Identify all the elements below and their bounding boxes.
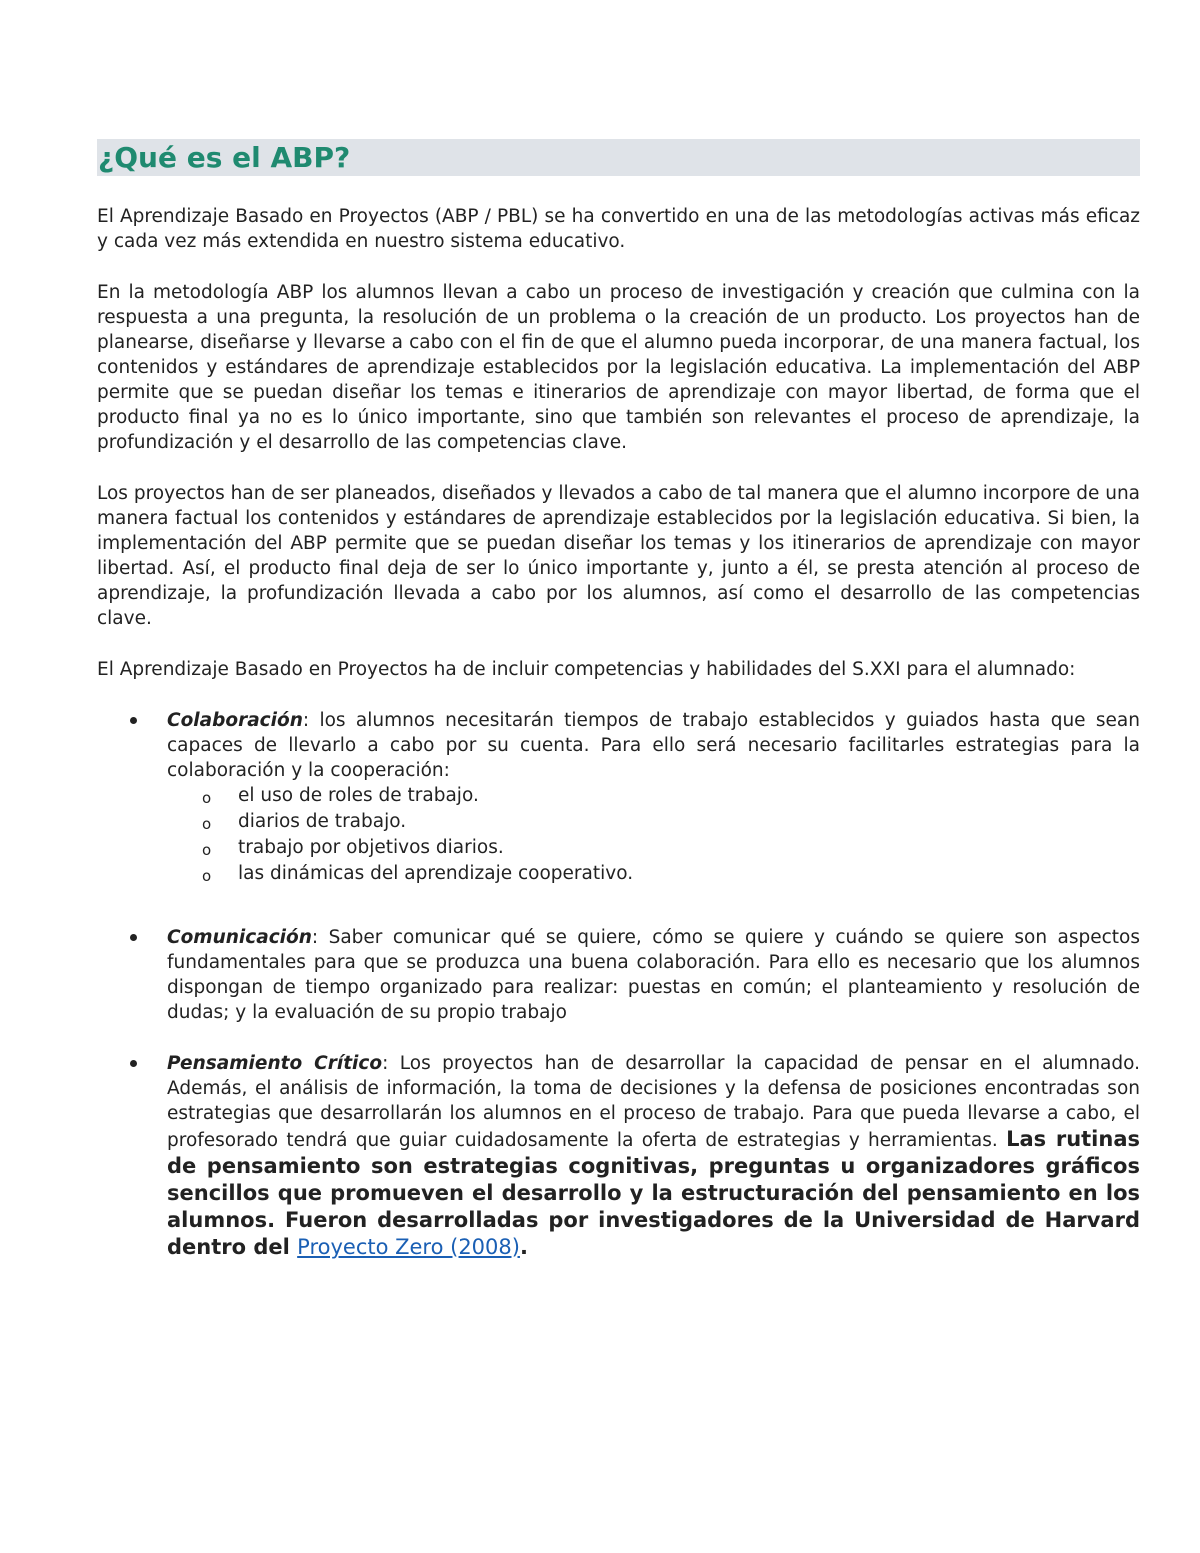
bullet-text (167, 708, 1140, 783)
proyecto-zero-link[interactable]: Proyecto Zero (2008) (297, 1235, 520, 1259)
sub-item (167, 835, 1140, 861)
bullet-description: Saber comunicar qué se quiere, cómo se quiere y cuándo se quiere son aspectos fundamentales para que se produzca una buena colaboración. Para ello es necesario que los alumnos dispongan de tiempo organizado para realizar: puestas en común; el planteamiento y resolución de dudas; y la evaluación de su propio trabajo (167, 927, 1140, 1023)
term-colaboracion: Colaboración (167, 710, 303, 731)
colaboracion-sublist (167, 783, 1140, 887)
list-item-comunicacion (97, 925, 1140, 1025)
term-separator: : (382, 1053, 400, 1074)
bullet-text (167, 925, 1140, 1025)
sub-item (167, 783, 1140, 809)
paragraph-intro: El Aprendizaje Basado en Proyectos (ABP / PBL) se ha convertido en una de las metodologías activas más eficaz y cada vez más extendida en nuestro sistema educativo. (97, 206, 1140, 252)
circle-bullet-icon: o (202, 867, 212, 885)
bullet-icon (130, 717, 137, 724)
competencies-list (97, 708, 1140, 1261)
term-separator: : (311, 927, 329, 948)
bold-description: Las rutinas de pensamiento son estrategias cognitivas, preguntas u organizadores gráficos sencillos que promueven el desarrollo y la estructuración del pensamiento en los alumnos. Fueron desarrolladas por investigadores de la Universidad de Harvard dentro del (167, 1127, 1140, 1259)
circle-bullet-icon: o (202, 815, 212, 833)
sub-item (167, 861, 1140, 887)
paragraph-projects: Los proyectos han de ser planeados, diseñados y llevados a cabo de tal manera que el alumno incorpore de una manera factual los contenidos y estándares de aprendizaje establecidos por la legislación educativa. Si bien, la implementación del ABP permite que se puedan diseñar los temas y los itinerarios de aprendizaje con mayor libertad. Así, el producto final deja de ser lo único importante y, junto a él, se presta atención al proceso de aprendizaje, la profundización llevada a cabo por los alumnos, así como el desarrollo de las competencias clave. (97, 483, 1141, 629)
list-item-pensamiento-critico (97, 1051, 1140, 1261)
sub-item-text: diarios de trabajo. (238, 811, 407, 832)
bullet-description: los alumnos necesitarán tiempos de trabajo establecidos y guiados hasta que sean capaces de llevarlo a cabo por su cuenta. Para ello será necesario facilitarles estrategias para la colaboración y la cooperación: (167, 710, 1140, 781)
circle-bullet-icon: o (202, 789, 212, 807)
bullet-icon (130, 1060, 137, 1067)
sub-item-text: trabajo por objetivos diarios. (238, 837, 504, 858)
sub-item-text: las dinámicas del aprendizaje cooperativo. (238, 863, 634, 884)
term-comunicacion: Comunicación (167, 927, 312, 948)
paragraph-methodology: En la metodología ABP los alumnos llevan a cabo un proceso de investigación y creación que culmina con la respuesta a una pregunta, la resolución de un problema o la creación de un producto. Los proyectos han de planearse, diseñarse y llevarse a cabo con el fin de que el alumno pueda incorporar, de una manera factual, los contenidos y estándares de aprendizaje establecidos por la legislación educativa. La implementación del ABP permite que se puedan diseñar los temas e itinerarios de aprendizaje con mayor libertad, de forma que el producto final ya no es lo único importante, sino que también son relevantes el proceso de aprendizaje, la profundización y el desarrollo de las competencias clave. (97, 282, 1140, 453)
circle-bullet-icon: o (202, 841, 212, 859)
page-title: ¿Qué es el ABP? (98, 141, 351, 174)
list-item-colaboracion (97, 708, 1140, 887)
bullet-text (167, 1051, 1140, 1261)
bullet-icon (130, 934, 137, 941)
sentence-end: . (519, 1235, 528, 1259)
sub-item (167, 809, 1140, 835)
bullet-description: Los proyectos han de desarrollar la capacidad de pensar en el alumnado. Además, el análisis de información, la toma de decisiones y la defensa de posiciones encontradas son estrategias que desarrollarán los alumnos en el proceso de trabajo. Para que pueda llevarse a cabo, el profesorado tendrá que guiar cuidadosamente la oferta de estrategias y herramientas. (167, 1053, 1140, 1151)
term-separator: : (302, 710, 320, 731)
sub-item-text: el uso de roles de trabajo. (238, 785, 479, 806)
title-bar (97, 139, 1140, 176)
document-page (97, 139, 1140, 1287)
paragraph-competencies: El Aprendizaje Basado en Proyectos ha de incluir competencias y habilidades del S.XXI para el alumnado: (97, 659, 1076, 680)
term-pensamiento-critico: Pensamiento Crítico (167, 1053, 383, 1074)
